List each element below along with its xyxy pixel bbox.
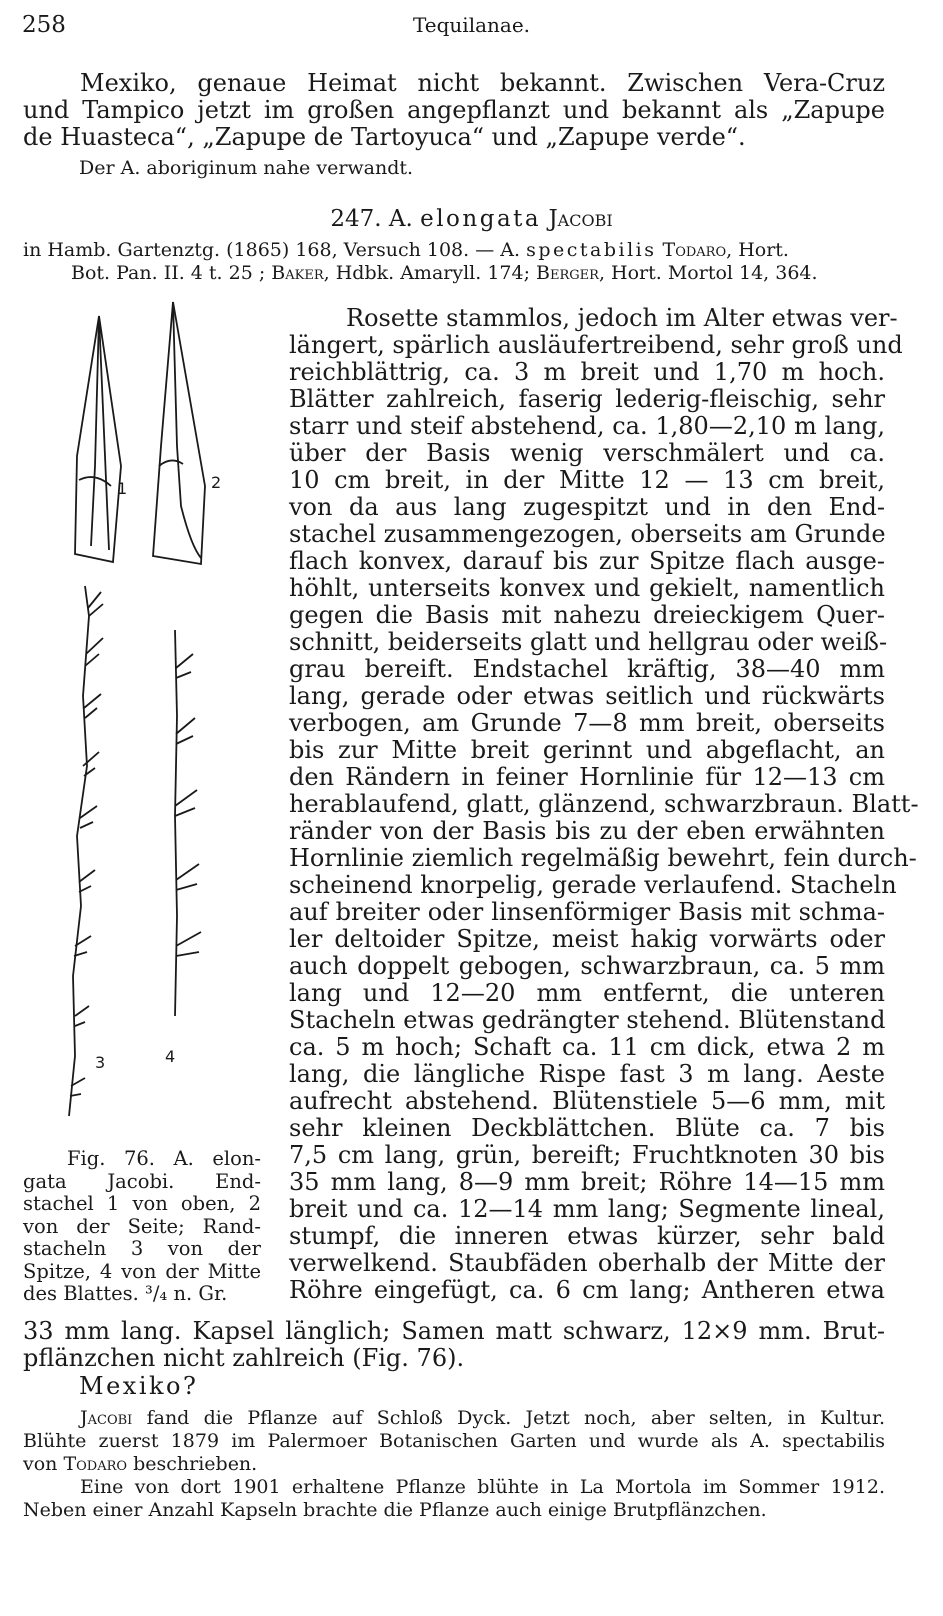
notes-line [23, 1407, 885, 1430]
figure-label-3: 3 [95, 1053, 106, 1072]
description-line: ler deltoider Spitze, meist hakig vorwärts oder [289, 925, 885, 953]
description-line: flach konvex, darauf bis zur Spitze flach ausge- [289, 547, 885, 575]
description-line: ränder von der Basis bis zu der eben erwähnten [289, 817, 885, 845]
description-line: breit und ca. 12—14 mm lang; Segmente lineal, [289, 1195, 885, 1223]
description-line: grau bereift. Endstachel kräftig, 38—40 mm [289, 655, 885, 683]
end-spine-side-view-drawing [153, 302, 205, 564]
notes-line: Neben einer Anzahl Kapseln brachte die Pflanze auch einige Brutpflänzchen. [23, 1499, 767, 1521]
species-author: Jacobi [548, 206, 613, 232]
description-line: lang und 12—20 mm entfernt, die unteren [289, 979, 885, 1007]
cited-author: Baker [271, 262, 324, 284]
figure-label-2: 2 [211, 473, 222, 492]
description-paragraph [289, 304, 919, 1304]
description-line: lang, die längliche Rispe fast 3 m lang. Aeste [289, 1060, 885, 1088]
description-line: Blätter zahlreich, faserig lederig-fleischig, sehr [289, 385, 885, 413]
caption-line: gata Jacobi. End- [23, 1169, 261, 1193]
synonymy-citation: , Hort. [726, 239, 789, 261]
notes-line: Eine von dort 1901 erhaltene Pflanze blühte in La Mortola im Sommer 1912. [80, 1476, 885, 1498]
description-line: herablaufend, glatt, glänzend, schwarzbraun. Blatt- [289, 790, 919, 818]
page-number: 258 [22, 12, 66, 38]
description-line: sehr kleinen Deckblättchen. Blüte ca. 7 bis [289, 1114, 885, 1142]
description-line: bis zur Mitte breit gerinnt und abgeflacht, an [289, 736, 885, 764]
description-line: aufrecht abstehend. Blütenstiele 5—6 mm, mit [289, 1087, 885, 1115]
intro-paragraph [23, 70, 885, 151]
caption-line: des Blattes. ³/₄ n. Gr. [23, 1282, 228, 1305]
description-line: den Rändern in feiner Hornlinie für 12—13 cm [289, 763, 885, 791]
synonymy [23, 239, 885, 285]
continuation-paragraph [23, 1318, 885, 1372]
species-heading [0, 206, 943, 232]
figure-label-1: 1 [117, 479, 128, 498]
description-line: starr und steif abstehend, ca. 1,80—2,10 m lang, [289, 412, 885, 440]
figure-label-4: 4 [165, 1047, 176, 1066]
synonym-name: spectabilis [526, 239, 657, 261]
leaf-spine-figure [55, 296, 255, 1142]
caption-line: von der Seite; Rand- [23, 1214, 261, 1238]
end-spine-top-view-drawing [75, 316, 121, 562]
history-notes [23, 1407, 885, 1522]
description-line: Stacheln etwas gedrängter stehend. Blütenstand [289, 1006, 886, 1034]
synonymy-citation: in Hamb. Gartenztg. (1865) 168, Versuch 108. — A. [23, 239, 521, 261]
description-line: ca. 5 m hoch; Schaft ca. 11 cm dick, etwa 2 m [289, 1033, 885, 1061]
species-number: 247. A. [330, 206, 413, 232]
description-line: Hornlinie ziemlich regelmäßig bewehrt, fein durch- [289, 844, 917, 872]
intro-line: und Tampico jetzt im großen angepflanzt und bekannt als „Zapupe [23, 96, 885, 124]
description-line: reichblättrig, ca. 3 m breit und 1,70 m hoch. [289, 358, 885, 386]
description-line: Rosette stammlos, jedoch im Alter etwas ver- [346, 304, 898, 332]
intro-note: Der A. aboriginum nahe verwandt. [79, 157, 414, 179]
continuation-line: 33 mm lang. Kapsel länglich; Samen matt schwarz, 12×9 mm. Brut- [23, 1317, 885, 1345]
description-line: 10 cm breit, in der Mitte 12 — 13 cm breit, [289, 466, 885, 494]
description-line: höhlt, unterseits konvex und gekielt, namentlich [289, 574, 885, 602]
description-line: über der Basis wenig verschmälert und ca. [289, 439, 885, 467]
description-line: stumpf, die inneren etwas kürzer, sehr bald [289, 1222, 885, 1250]
synonymy-citation: , Hdbk. Amaryll. 174; [323, 262, 530, 284]
description-line: lang, gerade oder etwas seitlich und rückwärts [289, 682, 885, 710]
figure-caption [23, 1148, 261, 1306]
caption-line: stachel 1 von oben, 2 [23, 1192, 261, 1215]
description-line: auf breiter oder linsenförmiger Basis mit schma- [289, 898, 885, 926]
caption-line: Spitze, 4 von der Mitte [23, 1259, 261, 1283]
description-line: stachel zusammengezogen, oberseits am Grunde [289, 520, 886, 548]
description-line: verwelkend. Staubfäden oberhalb der Mitte der [289, 1249, 885, 1277]
person-name: Todaro [63, 1453, 128, 1475]
marginal-spines-mid-leaf-drawing [175, 630, 201, 1016]
person-name: Jacobi [80, 1407, 133, 1429]
synonymy-line [23, 239, 885, 262]
synonymy-citation: Bot. Pan. II. 4 t. 25 ; [71, 262, 266, 284]
notes-text: von [23, 1453, 64, 1475]
intro-line: de Huasteca“, „Zapupe de Tartoyuca“ und „Zapupe verde“. [23, 123, 746, 151]
cited-author: Berger [536, 262, 599, 284]
synonymy-citation: , Hort. Mortol 14, 364. [598, 262, 818, 284]
notes-line: Blühte zuerst 1879 im Palermoer Botanischen Garten und wurde als A. spectabilis [23, 1430, 885, 1452]
synonym-author: Todaro [662, 239, 727, 261]
species-name: elongata [420, 206, 542, 232]
description-line: 35 mm lang, 8—9 mm breit; Röhre 14—15 mm [289, 1168, 885, 1196]
description-line: 7,5 cm lang, grün, bereift; Fruchtknoten 30 bis [289, 1141, 885, 1169]
description-line: gegen die Basis mit nahezu dreieckigem Quer- [289, 601, 885, 629]
marginal-spines-near-tip-drawing [69, 586, 106, 1116]
continuation-line: pflänzchen nicht zahlreich (Fig. 76). [23, 1344, 465, 1372]
region-line: Mexiko? [79, 1372, 199, 1400]
notes-line [23, 1453, 885, 1476]
description-line: scheinend knorpelig, gerade verlaufend. Stacheln [289, 871, 897, 899]
description-line: Röhre eingefügt, ca. 6 cm lang; Antheren etwa [289, 1276, 885, 1304]
caption-line: Fig. 76. A. elon- [67, 1147, 261, 1170]
description-line: längert, spärlich ausläufertreibend, sehr groß und [289, 331, 903, 359]
running-title: Tequilanae. [412, 13, 531, 37]
description-line: auch doppelt gebogen, schwarzbraun, ca. 5 mm [289, 952, 885, 980]
notes-text: fand die Pflanze auf Schloß Dyck. Jetzt noch, aber selten, in Kultur. [132, 1407, 885, 1429]
synonymy-line [23, 262, 885, 285]
description-line: schnitt, beiderseits glatt und hellgrau oder weiß- [289, 628, 888, 656]
description-line: von da aus lang zugespitzt und in den End- [289, 493, 885, 521]
description-line: verbogen, am Grunde 7—8 mm breit, oberseits [289, 709, 885, 737]
intro-line: Mexiko, genaue Heimat nicht bekannt. Zwischen Vera-Cruz [80, 69, 885, 97]
notes-text: beschrieben. [127, 1453, 258, 1475]
caption-line: stacheln 3 von der [23, 1237, 261, 1260]
